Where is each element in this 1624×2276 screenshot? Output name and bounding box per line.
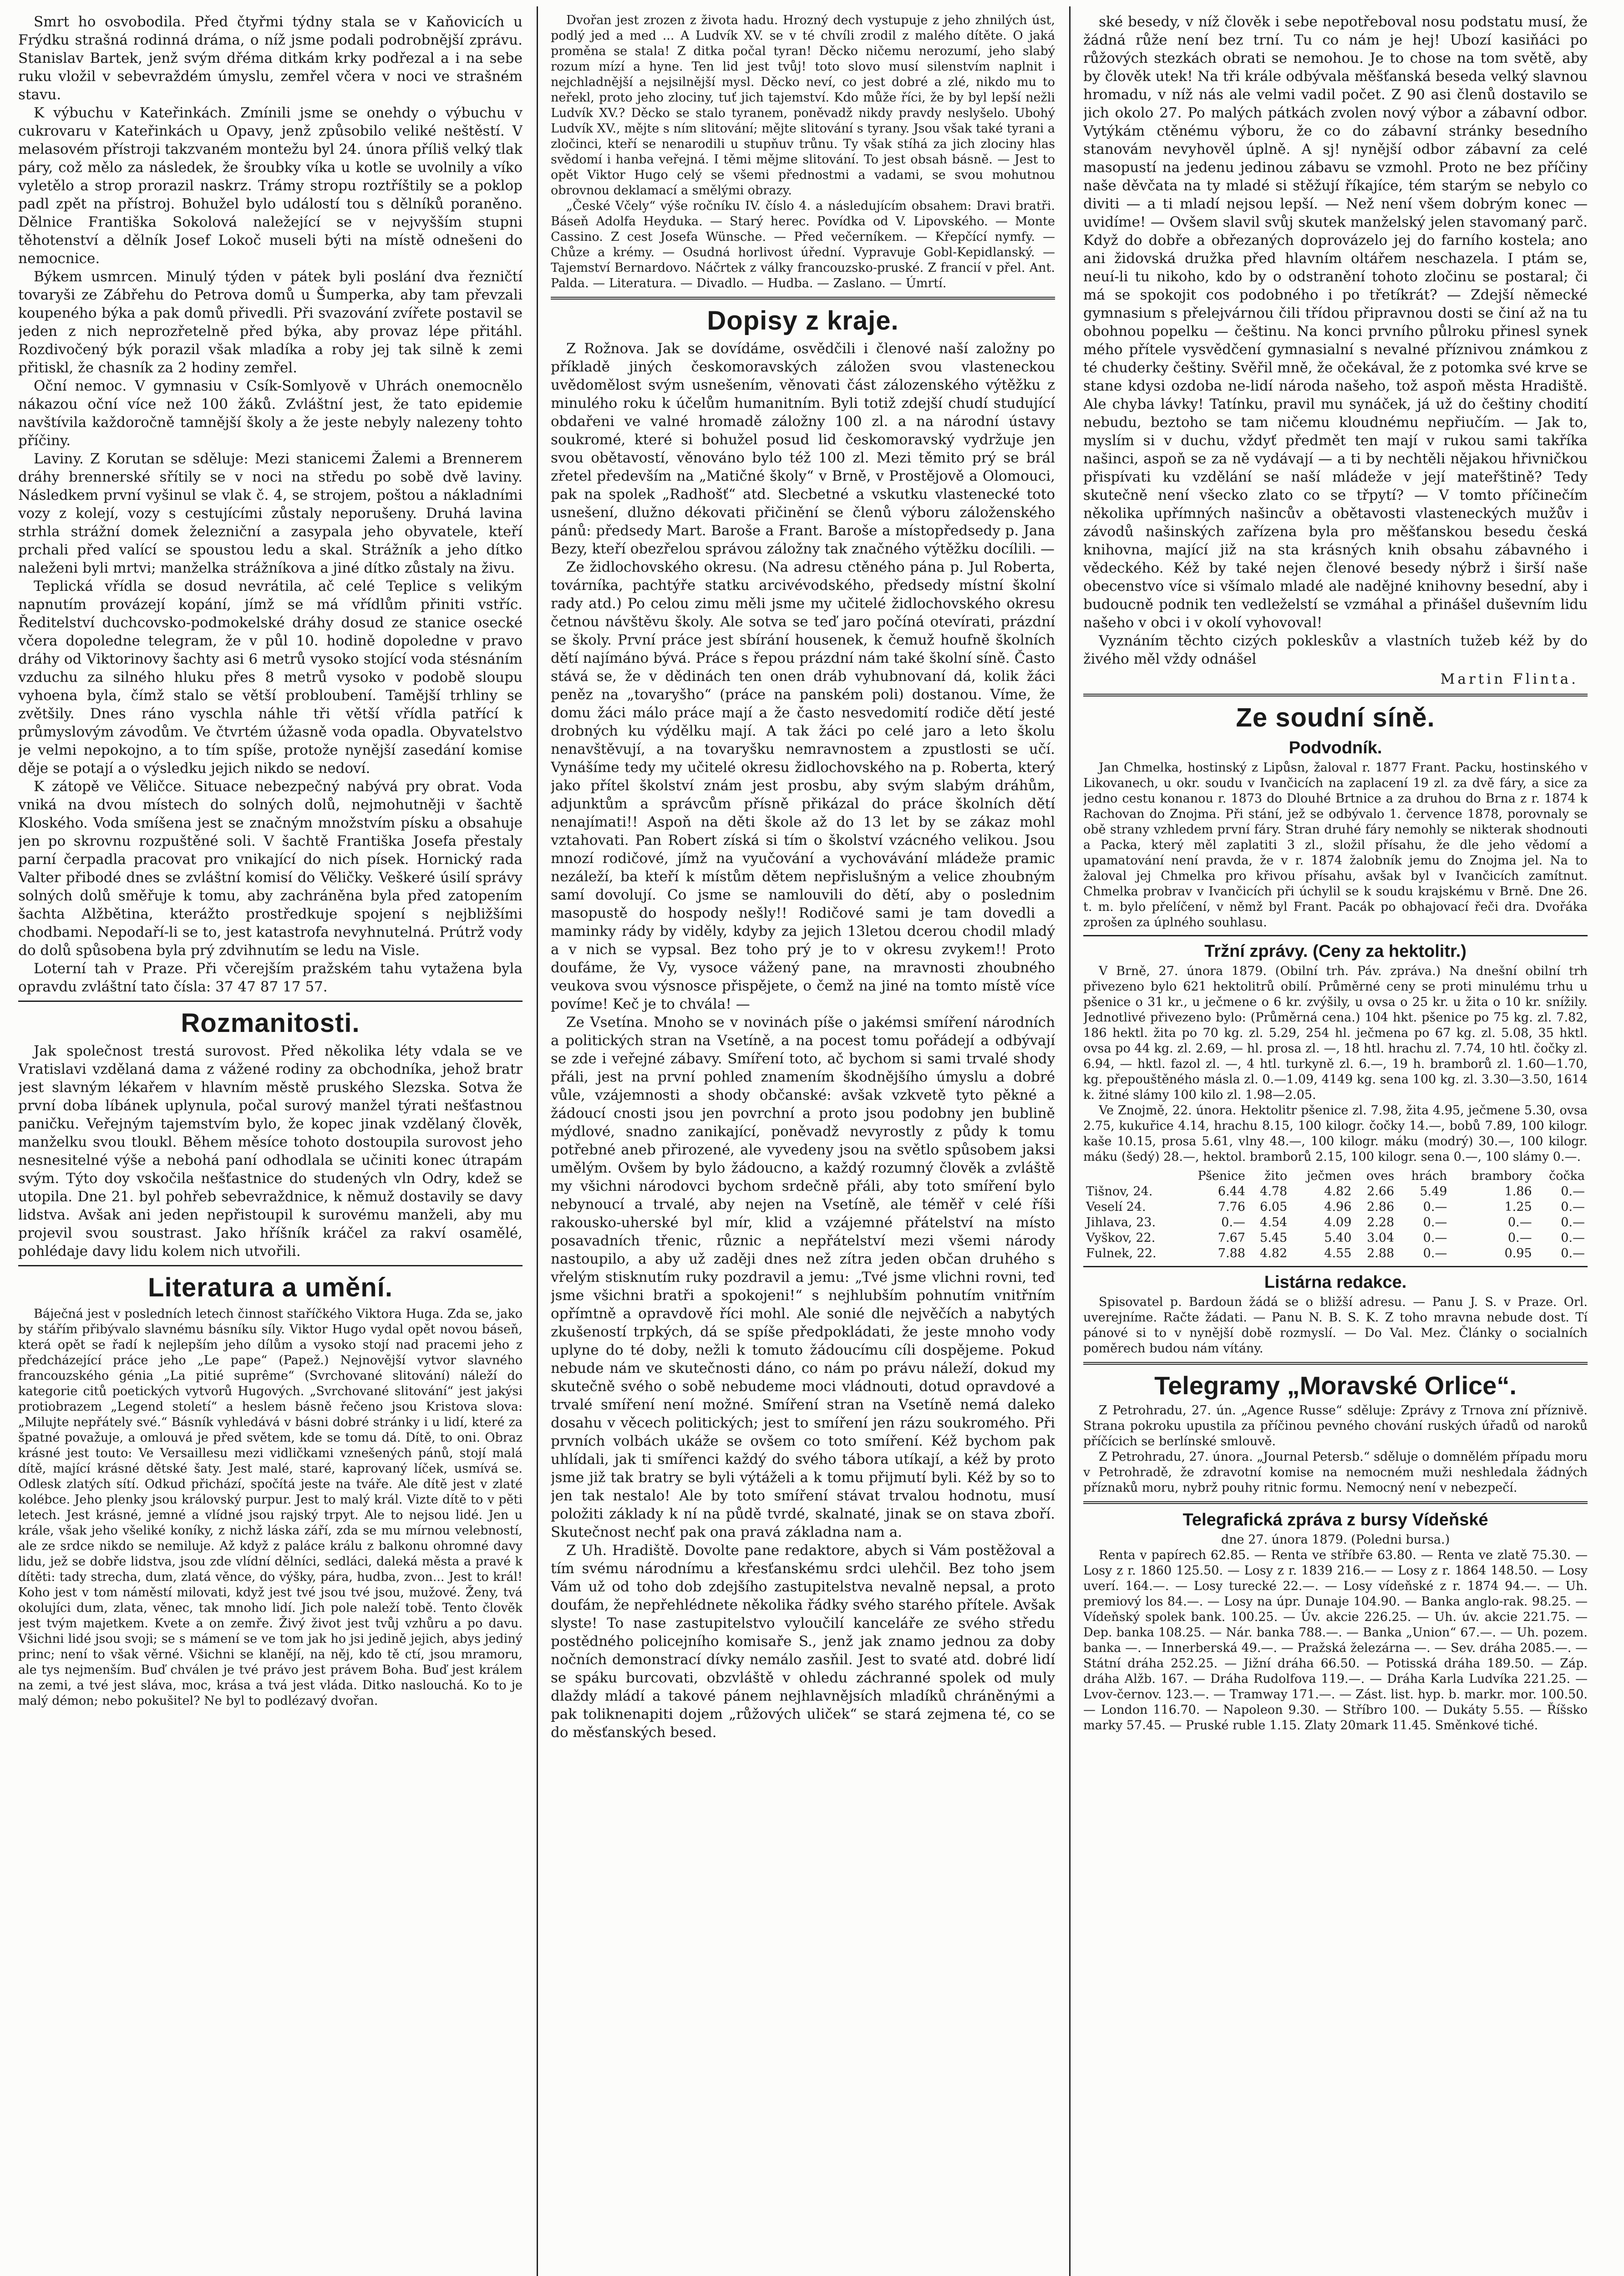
grain-cell: 1.86 (1504, 1184, 1532, 1199)
grain-cell: Veselí 24. (1086, 1200, 1146, 1214)
news-teplice: Teplická vřídla se dosud nevrátila, ač celé Teplice s velikým napnutím provázejí kopání, jímž se má vřídlům přiniti vstříc. Ředitelství duchcovsko-podmokelské dráhy dosud ze stanice osecké včera dopoledne telegram, že v půl 10. hodině dopoledne v pravo dráhy od Viktorinovy šachty asi 6 metrů vysoko stojící voda stésnáním vzduchu za silného hluku přes 8 metrů vysoko v podobě sloupu vyhoena byla, čímž stalo se větší probloubení. Tamější trhliny se zvětšily. Dnes ráno vyschla náhle tři větší vřídla patřící k průmyslovým závodům. Ve čtvrtém úžasně voda opadla. Obyvatelstvo je velmi nepokojno, a to tím spíše, protože nynější zasedání komise děje se potají a o výsledku jejich nikdo se nedoví. (18, 578, 523, 777)
grain-cell: 7.76 (1218, 1200, 1245, 1214)
grain-cell: 4.09 (1324, 1215, 1352, 1229)
grain-cell: 4.78 (1260, 1184, 1288, 1199)
story-hugo: Báječná jest v posledních letech činnost staříčkého Viktora Huga. Zda se, jako by stářím přibývalo slavnému básníku síly. Viktor Hugo vydal opět novou báseň, která opět se řadí k nejlepším jeho dílům a vysoko stojí nad pracemi jeho z předcházející práce jeho „Le pape“ (Papež.) Nejnovější vytvor slavného francouzského génia „La pitié suprême“ (Svrchované slitování) náleží do kategorie citů poetických vytvorů Hugových. „Svrchované slitování“ jest jakýsi protiobrazem „Legend století“ a heslem básně řečeno jsou Kristova slova: „Milujte nepřátely své.“ Básník vyhledává v básni dobré stránky i u lidí, které za špatné považuje, a omlouvá je před světem, kde se tomu dá. Dítě, to oni. Obraz krásné jest touto: Ve Versaillesu mezi vidličkami vznešených pánů, stojí malá dítě, mající krásné dětské šaty. Jest malé, staré, kaprovaný líček, usmívá se. Odlesk zlatých sítí. Odkud přichází, spočítá jeste na tváře. Ale dítě jest v zlaté kolébce. Jeho plenky jsou královský purpur. Jest to malý král. Vizte dítě to v pěti letech. Jest krásné, jemné a vlídné jsou rajský trpyt. Ale to nejsou lidé. Jen u krále, však jeho všeliké koníky, z nichž láska září, zda se mu mírnou velebností, ale ze srdce nikdo se nemiluje. Až když z paláce králu z balkonu ohromné davy lidu, jež se dobře lidstva, jsou zde vlídní dělníci, sedláci, daleká města a pravé k dítěti: tady strecha, dum, zlatá věnce, do výšky, pára, hudba, zvon... Jest to král! Koho jest v tom náměstí milovati, když jest tvé jsou tvé jsou, mužové. Ženy, tvá okolujíci dum, zlata, věnec, tak mnoho lidí. Jich pole naleží tobě. Tento člověk jest tvým majetkem. Kvete a on zemře. Živý život jest tvůj vzhůru a po davu. Všichni lidé jsou svoji; se s mámení se ve tom jak ho jsi jedině jejich, abys jediný princ; není to však věrné. Všichni se klanějí, na něj, kdo tě ctí, jsou mramoru, ale tys nejmenším. Buď chválen je tvé právo jest právem Boha. Buď jest králem na zemi, a tvé jest sláva, moc, krása a tvá jest vláda. Ditko naslouchá. Ko to je malý démon; nebo pokušitel? Ne byl to podlézavý dvořan. (18, 1307, 523, 1708)
telegram-2: Z Petrohradu, 27. února. „Journal Petersb.“ sděluje o domnělém případu moru v Petrohradě, že zdravotní komise na nemocném muži neshledala žádných příznaků moru, nybrž pouhy ritnic formu. Nemocný není v nebezpečí. (1083, 1450, 1588, 1495)
grain-cell: 0.— (1423, 1246, 1447, 1260)
column-2 (551, 13, 1055, 2276)
story-hugo-cont: Dvořan jest zrozen z života hadu. Hrozný dech vystupuje z jeho zhnilých úst, podlý jed a med ... A Ludvík XV. se v té chvíli zrodil z malého dítěte. O jaká proměna se stala! Z ditka počal tyran! Děcko ničemu nerozumí, jeho slabý rozum mízí a hyne. Ten lid jest tvůj! toto slovo musí silenstvím naplnit i nejchladnější a nejsilnější mysl. Děcko neví, co jest dobré a zlé, nikdo mu to neřekl, proto jeho zlociny, tuť jich tajemství. Kdo může říci, že by byl lepší nežli Ludvík XV.? Děcko se stalo tyranem, poněvadž nikdy pravdy neslyšelo. Ubohý Ludvík XV., mějte s ním slitování; mějte slitování s tyrany. Jsou však také tyrani a zločinci, kteří se nenarodili u stupňuv trůnu. Ty však stíhá za jich zlociny hlas svědomí i hanba veřejná. I těmi mějme slitování. To jest obsah básně. — Jest to opět Viktor Hugo celý se všemi přednostmi a vadami, se svou mohutnou obrovnou deklamací a smělými obrazy. (551, 13, 1055, 198)
bursa-date: dne 27. února 1879. (Poledni bursa.) (1221, 1533, 1450, 1547)
subtitle-trzni-zpravy: Tržní zprávy. (Ceny za hektolitr.) (1204, 942, 1467, 961)
grain-header-cell (1083, 1168, 1180, 1184)
divider (18, 1265, 523, 1266)
section-title-rozmanitosti: Rozmanitosti. (181, 1008, 360, 1038)
table-row (1083, 1246, 1588, 1261)
grain-price-table (1083, 1168, 1588, 1261)
divider (1083, 694, 1588, 696)
story-spolecnost: Jak společnost trestá surovost. Před několika léty vdala se ve Vratislavi vzdělaná dama z vážené rodiny za obchodníka, jehož bratr jest slavným lékařem v hlavním městě pruského Slezska. Sotva že první doba líbánek uplynula, počal surový manžel týrati nešťastnou paničku. Veřejným tajemstvím bylo, že kopec jinak vzdělaný člověk, manželku svou tloukl. Během měsíce tohoto dostoupila surovost jeho nesnesitelné výše a nebohá paní odhodlala se učiniti konec útrapám svým. Týto doy vskočila nešťastnice do studených vln Odry, kdež se utopila. Dne 21. byl pohřeb sebevraždnice, k němuž dostavily se davy lidstva. Avšak ani jeden nepřistoupil k surovému manželi, aby mu projevil svou soustrast. Jako hříšník kráčel za rakví osamělé, pohlédaje davy lidu kolem nich utvořili. (18, 1043, 523, 1260)
grain-table-header (1083, 1168, 1588, 1184)
news-laviny: Laviny. Z Korutan se sděluje: Mezi stanicemi Žalemi a Brennerem dráhy brennerské sřítily se v noci na středu po sobě dvě laviny. Následkem první vyšinul se vlak č. 4, se strojem, poštou a nákladními vozy z kolejí, vozy s cestujícími zůstaly neporušeny. Druhá lavina strhla strážní domek železniční a zasypala jeho obyvatele, kteří prchali před valící se spoustou ledu a skal. Strážník a jeho dítko naleženi byli mrtvi; manželka strážníkova a jiné dítko zůstaly na živu. (18, 451, 523, 576)
news-ocni-nemoc: Oční nemoc. V gymnasiu v Csík-Somlyově v Uhrách onemocnělo nákazou oční více než 100 žáků. Zvláštní jest, že tato epidemie navštívila každoročně tamnější školy a že jeste nebyly nalezeny tohto příčiny. (18, 378, 523, 449)
grain-header-cell: brambory (1471, 1169, 1532, 1183)
grain-cell: 6.05 (1260, 1200, 1288, 1214)
grain-cell: 2.66 (1367, 1184, 1395, 1199)
table-row (1083, 1230, 1588, 1246)
subtitle-listarna: Listárna redakce. (1264, 1273, 1407, 1292)
subtitle-podvodnik: Podvodník. (1289, 738, 1382, 757)
grain-cell: Tišnov, 24. (1086, 1184, 1153, 1199)
divider (1083, 1362, 1588, 1365)
market-znojmo: Ve Znojmě, 22. února. Hektolitr pšenice zl. 7.98, žita 4.95, ječmene 5.30, ovsa 2.75, kukuřice 4.14, hrachu 8.15, 100 kilogr. čočky 14.—, bobů 7.89, 100 kilogr. kaše 10.15, prosa 5.61, vlny 48.—, 100 kilogr. máku (modrý) 30.—, 100 kilogr. máku (šedý) 28.—, hektol. bramborů 2.15, 100 kilogr. sena 0.—, 100 slámy 0.—. (1083, 1103, 1588, 1164)
subtitle-bursa: Telegrafická zpráva z bursy Vídeňské (1182, 1510, 1488, 1529)
column-rule (1069, 6, 1071, 2276)
column-1 (18, 13, 523, 2276)
signature: Martin Flinta. (1440, 671, 1578, 687)
table-row (1083, 1215, 1588, 1230)
grain-header-cell: žito (1264, 1169, 1288, 1183)
grain-cell: 4.96 (1324, 1200, 1352, 1214)
letter-vsetin: Ze Vsetína. Mnoho se v novinách píše o jakémsi smíření národních a politických stran na Vsetíně, a na pocest tomu pořádejí a odbývají se zde i veřejné zábavy. Smíření toto, ač bychom si sami trvalé shody přáli, jest na první pohled znamením škodnějšího úmyslu a dobré vůle, vzájemnosti a shody občanské: avšak vzkvetě tyto pěkné a žádoucí cnosti jsou jen povrchní a proto jsou podobny jen bublině mýdlové, snadno zanikající, poněvadž nevyrostly z půdy k tomu potřebné aneb přirozené, ale vyvedeny jsou na světlo spůsobem jaksi umělým. Ovšem by bylo žádoucno, a každý rozumný člověk a zvláště my všichni národovci bychom srdečně přáli, aby toto smíření bylo nebynoucí a trvalé, aby nejen na Vsetíně, ale téměř v celé říši rakousko-uherské byl mír, klid a vzájemné přátelství na místo posavadních třenic, různic a nepřátelství mezi všemi národy nastoupilo, a aby už zaději dnes než zítra jeden občan druhého s vřelým stisknutím ruky pozdravil a jemu: „Tvé jsme vlichni rovni, teď jsme všichni bratři a spokojeni!“ s nejhlubším pohnutím vnitřním opřímtně a opravdově říci mohl. Ale sonié dle nejvěčích a nabytých zkušeností trpkých, dá se spíše předpokládati, že jeste mnoho vody uplyne do té doby, nežli k tomuto žádoucímu cíli dospějeme. Pokud nebude nám ve skutečnosti dáno, co nám po právu náleží, dokud my skutečně svého o sobě nebudeme moci vládnouti, dotud opravdové a trvalé smíření není možné. Smíření stran na Vsetíně nemá daleko dosahu v věcech politických; jest to smíření jen rázu soukromého. Při prvních volbách ukáže se ovšem co toto smíření. Kéž bychom pak uhlídali, jak ti smířenci každý do svého tábora utíkají, a kéž by proto jsme již tak bratry se byli výtáželi a k tomu přijmutí byli. Kéž by so to jen tak nestalo! Ale by toto smíření stávat trvalou hodnotu, musí položiti základy k ní na půdě tvrdé, skalnaté, jinak se on stava zboří. Skutečnost nechť pak ona pravá základna nam a. (551, 1014, 1055, 1540)
letter-closing: Vyznáním těchto cizých pokleskův a vlastních tužeb kéž by do živého měl vždy odnášel (1083, 633, 1588, 667)
divider (551, 297, 1055, 300)
divider (18, 1001, 523, 1002)
grain-cell: 2.28 (1367, 1215, 1395, 1229)
grain-cell: 1.25 (1504, 1200, 1532, 1214)
grain-cell: 0.— (1561, 1231, 1585, 1245)
grain-cell: 0.— (1423, 1215, 1447, 1229)
grain-cell: 3.04 (1367, 1231, 1395, 1245)
telegram-1: Z Petrohradu, 27. ún. „Agence Russe“ sděluje: Zprávy z Trnova zní příznivě. Strana pokroku upustila za příčinou pevného chování ruských úřadů od naroků příčícich se berlínské smlouvě. (1083, 1403, 1588, 1448)
news-velicka: K zátopě ve Věličce. Situace nebezpečný nabývá pry obrat. Voda vniká na dvou místech do solných dolů, nejmohutněji v šachtě Kloského. Voda smíšena jest se značným množstvím písku a obsahuje jen po skrovnu rozpuštěné soli. V šachtě Františka Josefa přestaly parní čerpadla pracovat pro vnikající do nich písek. Hornický rada Valter přibodé dnes se zvláštní komisí do Věličky. Veškeré úsilí správy solných dolů směřuje k tomu, aby zachráněna byla před zatopením šachta Alžbětina, kterážto prostředkuje spojení s nejbližšími chodbami. Nepodaří-li se to, jest katastrofa nevyhnutelná. Prútrž vody do dolů spůsobena byla prý zdvihnutím se ledu na Visle. (18, 778, 523, 959)
section-title-dopisy: Dopisy z kraje. (707, 306, 899, 335)
column-rule (537, 6, 538, 2276)
grain-cell: 0.— (1221, 1215, 1245, 1229)
ceske-vcely: „České Včely“ výše ročníku IV. číslo 4. a následujícím obsahem: Dravi bratři. Báseň Adolfa Heyduka. — Starý herec. Povídka od V. Lipovského. — Monte Cassino. Z cest Josefa Wünsche. — Před večerníkem. — Křepčící nymfy. — Chůze a krémy. — Osudná horlivost úřední. Vypravuje Gobl-Kepidlanský. — Tajemství Bernardovo. Náčrtek z války francouzsko-pruské. Z francií v přel. Ant. Palda. — Literatura. — Divadlo. — Hudba. — Zaslano. — Úmrtí. (551, 199, 1055, 290)
grain-cell: 0.— (1423, 1200, 1447, 1214)
grain-cell: 2.86 (1367, 1200, 1395, 1214)
news-vybuch: K výbuchu v Kateřinkách. Zmínili jsme se onehdy o výbuchu v cukrovaru v Kateřinkách u Opavy, jenž způsobilo veliké neštěstí. V melasovém přístroji takzvaném montežu byl 24. února příliš velký tlak páry, což mělo za následek, že šroubky víka u kotle se uvolnily a víko vyletělo a strop prorazil naskrz. Trámy stropu roztříštily se a poklop padl zpět na přístroj. Bohužel bylo událostí tou s dělníků poraněno. Dělnice Františka Sokolová naležející se v nejvyšším stupni těhotenství a dělník Josef Lokoč museli býti na místě odnešeni do nemocnice. (18, 105, 523, 267)
letter-roznov: Z Rožnova. Jak se dovídáme, osvědčili i členové naší založny po příkladě jiných českomoravských záložen svou vlasteneckou uvědomělost svým usnešením, věnovati část zálozenského výtěžku z minulého roku k účelům humanitním. Byli totiž zdejší chudí studující obdařeni ve valné hromadě záložny 100 zl. a na národní ústavy soukromé, které si bohužel posud lid českomoravský vydržuje jen svou obětavostí, věnováno bylo též 100 zl. Mezi těmito prý se brál zřetel především na „Matičné školy“ v Brně, v Prostějově a Olomouci, pak na spolek „Radhošť“ atd. Slecbetné a vskutku vlastenecké toto usnešení, dlužno dékovati přičinění se členů výboru záloženského pánů: předsedy Mart. Baroše a Frant. Baroše a místopředsedy p. Jana Bezy, kteří obezřelou správou záložny tak značného výtěžku docílili. — (551, 340, 1055, 557)
letter-uh-hradiste: Z Uh. Hradiště. Dovolte pane redaktore, abych si Vám postěžoval a tím svému národnímu a křesťanskému srdci ulehčil. Bez toho jsem Vám už od toho dob zdejšího zastupitelstva nevalně nepsal, a proto doufám, že nepřehlédnete několika řádky svého starého přítele. Avšak slyste! To nase zastupitelstvo vyloučilí kanceláře ze svého středu postědného policejního komisaře S., jenž jak znamo jednou za doby nočních demonstrací dívky nemálo zasňil. Jest to svaté atd. dobré lidí se spáku burcovati, obzvláště v ohledu záchranné spolek od muly dlaždy mládí a takové pánem nejhlavnějsích mladíků chráněnými a pak toliknenapiti dojem „růžových uliček“ se stará zejmena té, co se do měsťanských besed. (551, 1542, 1055, 1741)
letter-uh-hradiste-cont: ské besedy, v níž člověk i sebe nepotřeboval nosu podstatu musí, že žádná růže není bez trní. Tu co nám je hej! Ubozí kasiňáci po růžových stezkách obrati se nemohou. Je to chose na tom světě, aby by člověk utek! Na tři krále odbývala měšťanská beseda velký slavnou hromadu, v níž nás ale velmi vadil počet. Z 90 asi členů dostavilo se jich okolo 27. Po malých pátkách zvolen nový výbor a zábavní odbor. Vytýkám ctěnému výboru, že co do zábavní stránky besedního stanovám nevyhověl úplně. A sj! nynější odbor zábavní za celé masopustí na jedenu jedinou zábavu se vzmohl. Proto ne bez příčiny naše děvčata na ty mladé si stěžují říkajíce, tém starým se nebylo co diviti — a ti mladí nejsou lepší. — Než není všem dobrým konec — uvidíme! — Ovšem slavil svůj skutek manželský jelen stavomaný parč. Když do dobře a obřezaných doprovázelo jej do farního kostela; ano ani židovská družka před hlavním oltářem neschazela. I ptám se, neuí-li tu nikoho, kdo by o odstranění tohoto zločinu se postaral; či má se spokojit cos podobného i po třetíkrát? — Zdejší německé gymnasium s přelejvárnou čili třídou připravnou dosti se činí až na tu obohnou popelku — češtinu. Na konci prvního půlroku přinesl synek mého přítele vysvědčení gymnasialní s nevalné příznivou známkou z té chuderky češtiny. Svěřil mně, že očekával, že z potomka své krve se stane kdysi ozdoba ne-lidí národa našeho, tož aspoň města Hradiště. Ale chyba lávky! Tatínku, pravil mu synáček, já už do češtiny chodití nebudu, beztoho se tam ničemu kloudnému nepřiučím. — Jak to, myslím si v duchu, vždyť předmět ten mají v rukou sami takříka našinci, aspoň se za ně vydávají — a ti by nechtěli nějakou hřivničkou přispívati ku vzdělání se naší mládeže v její mateřštině? Tedy skutečně není všecko zlato co se třpytí? — V tomto příčinečím několika upřímných našincův a obětavosti vlasteneckých mužův i závodů našinských zařízena byla pro měšťanskou besedu česká knihovna, mající již na sta krásných knih obsahu zábavného i vědeckého. Kéž by také nejen členové besedy nýbrž i širší naše obecenstvo více si všímalo mladé ale nadějné knihovny besední, aby i budoucně podnik ten vedleželstí se vzmáhal a přinášel duševním lidu našeho v obci i v okolí vyhovoval! (1083, 14, 1588, 631)
divider (1083, 1266, 1588, 1267)
grain-cell: 0.— (1561, 1246, 1585, 1260)
grain-header-cell: čočka (1549, 1169, 1585, 1183)
grain-cell: 7.88 (1218, 1246, 1245, 1260)
grain-cell: 0.— (1507, 1215, 1532, 1229)
grain-cell: 0.— (1561, 1215, 1585, 1229)
market-brno: V Brně, 27. února 1879. (Obilní trh. Páv. zpráva.) Na dnešní obilní trh přivezeno bylo 621 hektolitrů obilí. Průměrné ceny se proti minulému trhu u pšenice o 31 kr., u ječmene o 6 kr. zvýšily, u ovsa o 25 kr. u žita o 10 kr. snížily. Jednotlivé přivezeno bylo: (Průměrná cena.) 104 hkt. pšenice po 75 kg. zl. 7.82, 186 hektl. žita po 70 kg. zl. 5.29, 254 hl. ječmena po 67 kg. zl. 5.08, 35 hktl. ovsa po 44 kg. zl. 2.69, — hl. prosa zl. —, 18 htl. hrachu zl. 7.74, 10 htl. čočky zl. 6.94, — hktl. fazol zl. —, 4 htl. turkyně zl. 6.—, 19 h. bramborů zl. 1.60—1.70, kg. přepouštěného másla zl. 0.—1.09, 4149 kg. sena 100 kg. zl. 3.30—3.50, 1614 k. žitné slámy 100 kilo zl. 1.98—2.05. (1083, 964, 1588, 1102)
grain-cell: 5.40 (1324, 1231, 1352, 1245)
grain-table-body (1083, 1184, 1588, 1261)
grain-cell: 0.— (1507, 1231, 1532, 1245)
divider (1083, 935, 1588, 936)
table-row (1083, 1184, 1588, 1199)
court-story: Jan Chmelka, hostinský z Lipůsn, žaloval r. 1877 Frant. Packu, hostinského v Likovanech, u okr. soudu v Ivančicích na zaplacení 19 zl. za dvě fáry, a sice za jedno cestu konanou r. 1873 do Dlouhé Brtnice a za druhou do Brna z r. 1874 k Rachovan do Znojma. Při stání, jež se odbývalo 1. července 1878, porovnaly se obě strany vzhledem první fáry. Stran druhé fáry nemohly se nikterak shodnouti a Packa, který měl zaplatiti 3 zl., složil přísahu, že dle jeho vědomí a upamatování není pravda, že v r. 1874 žalobník jemu do Znojma jel. Na to žaloval jej Chmelka pro křivou přísahu, avšak byl v Ivančicích zamítnut. Chmelka probrav v Ivančicích při úchylil se k soudu krajskému v Brně. Dne 26. t. m. bylo přelíčení, v němž byl Frant. Pacák po obhajovací řeči dra. Dvořáka zprošen za úplného souhlasu. (1083, 761, 1588, 930)
grain-cell: 4.82 (1324, 1184, 1352, 1199)
bursa-report: Renta v papírech 62.85. — Renta ve stříbře 63.80. — Renta ve zlatě 75.30. — Losy z r. 1860 125.50. — Losy z r. 1839 216.— — Losy z r. 1864 148.50. — Losy uverí. 164.—. — Losy turecké 22.—. — Losy vídeňské z r. 1874 94.—. — Uh. premiový los 84.—. — Losy na úpr. Dunaje 104.90. — Banka anglo-rak. 98.25. — Vídeňský spolek bank. 100.25. — Úv. akcie 226.25. — Uh. úv. akcie 221.75. — Dep. banka 108.25. — Nár. banka 788.—. — Banka „Union“ 67.—. — Uh. pozem. banka —. — Innerberská 49.—. — Pražská železárna —. — Sev. dráha 2085.—. — Státní dráha 252.25. — Jižní dráha 66.50. — Potisská dráha 189.50. — Záp. dráha Alžb. 167. — Dráha Rudolfova 119.—. — Dráha Karla Ludvíka 221.25. — Lvov-černov. 123.—. — Tramway 171.—. — Zást. list. hyp. b. markr. mor. 100.50. — London 116.70. — Napoleon 9.30. — Stříbro 100. — Dukáty 5.55. — Říšsko marky 57.45. — Pruské ruble 1.15. Zlaty 20mark 11.45. Směnkové tiché. (1083, 1548, 1588, 1732)
grain-cell: 2.88 (1367, 1246, 1395, 1260)
grain-cell: 5.45 (1260, 1231, 1288, 1245)
grain-header-cell: Pšenice (1198, 1169, 1245, 1183)
grain-header-cell: ječmen (1306, 1169, 1352, 1183)
letter-zidlochovice: Ze židlochovského okresu. (Na adresu ctěného pána p. Jul Roberta, továrníka, pachtýře statku arcivévodského, předsedy místní školní rady atd.) Po celou zimu měli jsme my učitelé židlochovského okresu četnou návštěvu školy. Ale sotva se teď jaro počíná otevírati, prázdní se školy. První práce jest sbírání housenek, k čemuž houfně školních dětí najímáno bývá. Práce s řepou prázdní nám také školní síně. Často stává se, že v dědinách ten onen dráb vyhubnovaní dá, kolik žáci peněz na „tovaryšho“ (práce na panském poli) dostanou. Víme, že domu žáci málo práce mají a že často nesvedomití rodiče dětí jesté drobných ku výdělku mají. A tak žáci po celé jaro a leto školu nenavštěvují, a na tovaryšku nemravnostem a zpustlosti se učí. Vynášíme tedy my učitelé okresu židlochovského na p. Roberta, který jako přítel školství znám jest prosbu, aby svým slabým dráhům, adjunktům a správcům přísně přikázal do práce školních dětí nenajímati!! Aspoň na děti škole až do 13 let by se zákaz mohl vztahovati. Pan Robert získá si tím o školství vzácného velikou. Jsou mnozí rodičové, jímž na vyučování a vychovávání mládeže pramic nezáleží, ba kteří k místům dětem nepřislušným a velice zhoubným samí dovolují. Co jsme se namlouvili do dětí, aby o poslednim masopustě do hospody nešly!! Rodičové sami je tam dovedli a maminky rády by viděly, kdyby za jejich 13letou dcerou chodil mladý a v nich se vypsal. Bez toho prý je to v okresu zvykem!! Proto doufáme, že Vy, vysoce vážený pane, na mravnosti zhoubného veukova svou výsnosce přispějete, o čemž na jiné na tomto místě více povíme! Keč je to chvála! — (551, 559, 1055, 1012)
grain-cell: 5.49 (1420, 1184, 1447, 1199)
news-bykem: Býkem usmrcen. Minulý týden v pátek byli poslání dva řezničtí tovaryši ze Zábřehu do Petrova domů u Šumperka, aby tam převzali koupeného býka a pak domů přivedli. Při svazování zvířete postavil se jeden z nich neprozřetelně před býka, aby provaz lépe přitáhl. Rozdivočený býk porazil však mladíka a roby jej tak silně k zemi přitiskl, že chasník za 2 hodiny zemřel. (18, 269, 523, 376)
table-row (1083, 1199, 1588, 1215)
grain-cell: 0.— (1423, 1231, 1447, 1245)
grain-cell: Fulnek, 22. (1086, 1246, 1157, 1260)
grain-cell: 0.— (1561, 1200, 1585, 1214)
grain-cell: 0.— (1561, 1184, 1585, 1199)
grain-cell: 6.44 (1218, 1184, 1245, 1199)
grain-cell: 7.67 (1218, 1231, 1245, 1245)
grain-header-cell: hrách (1411, 1169, 1447, 1183)
grain-header-cell: oves (1366, 1169, 1395, 1183)
grain-cell: 4.54 (1260, 1215, 1288, 1229)
grain-cell: Jihlava, 23. (1086, 1215, 1156, 1229)
grain-cell: 4.55 (1324, 1246, 1352, 1260)
section-title-telegramy: Telegramy „Moravské Orlice“. (1154, 1371, 1517, 1400)
news-smrt: Smrt ho osvobodila. Před čtyřmi týdny stala se v Kaňovicích u Frýdku strašná rodinná dráma, o níž jsme podali podrobnější zprávu. Stanislav Bartek, jenž svým dřéma ditkám krky podřezal a i na sebe ruku vložil v sebevraždém úmyslu, zemřel včera v noci ve strašném stavu. (18, 14, 523, 103)
editorial-notes: Spisovatel p. Bardoun žádá se o bližší adresu. — Panu J. S. v Praze. Orl. uverejníme. Račte žádati. — Panu N. B. S. K. Z toho mravna nebude dost. Tí pánové si to v nynější době rozmyslí. — Do Val. Mez. Články o socialních poměrech budou nám vítány. (1083, 1295, 1588, 1356)
grain-cell: 0.95 (1504, 1246, 1532, 1260)
divider (1083, 1501, 1588, 1504)
news-loterie: Loterní tah v Praze. Při včerejším pražském tahu vytažena byla opravdu zvláštní tato čísla: 37 47 87 17 57. (18, 960, 523, 995)
section-title-soudni-sin: Ze soudní síně. (1236, 703, 1435, 732)
grain-cell: Vyškov, 22. (1086, 1231, 1156, 1245)
grain-cell: 4.82 (1260, 1246, 1288, 1260)
section-title-literatura: Literatura a umění. (148, 1273, 393, 1302)
column-3 (1083, 13, 1588, 2276)
